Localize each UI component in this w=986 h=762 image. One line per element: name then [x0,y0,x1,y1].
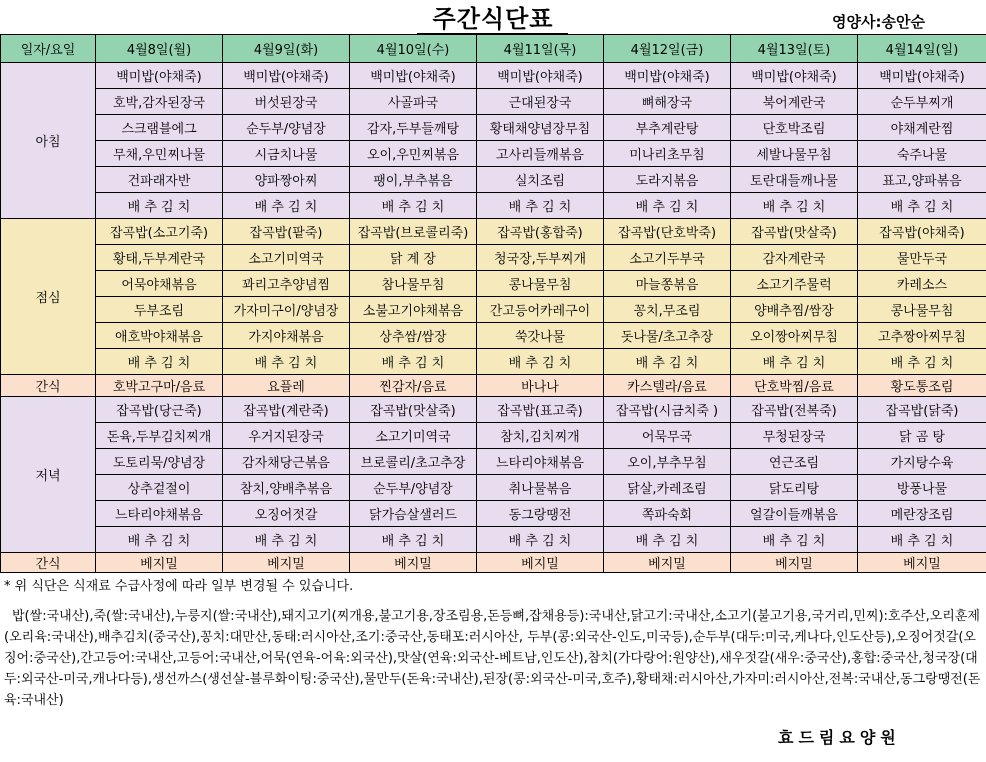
menu-item: 가지탕수육 [858,449,986,475]
menu-item: 애호박야채볶음 [96,323,223,349]
menu-item: 메란장조림 [858,501,986,527]
menu-item: 표고,양파볶음 [858,167,986,193]
menu-item: 우거지된장국 [223,423,350,449]
dinner-label: 저녁 [1,397,96,553]
menu-item: 양파짱아찌 [223,167,350,193]
dinner-row [1,475,986,501]
menu-item: 카레소스 [858,271,986,297]
menu-item: 미나리초무침 [604,141,731,167]
menu-item: 쑥갓나물 [477,323,604,349]
menu-item: 잡곡밥(시금치죽 ) [604,397,731,423]
header-day: 4월9일(화) [223,35,350,63]
snack-label: 간식 [1,375,96,397]
menu-item: 배 추 김 치 [96,527,223,553]
menu-item: 오이짱아찌무침 [731,323,858,349]
menu-item: 배 추 김 치 [477,193,604,219]
menu-item: 잡곡밥(브로콜리죽) [350,219,477,245]
menu-item: 배 추 김 치 [350,527,477,553]
lunch-row [1,323,986,349]
menu-item: 황도통조림 [858,375,986,397]
menu-item: 배 추 김 치 [604,527,731,553]
dinner-row [1,397,986,423]
menu-item: 오이,우민찌볶음 [350,141,477,167]
menu-item: 백미밥(야채죽) [96,63,223,89]
menu-item: 브로콜리/초고추장 [350,449,477,475]
menu-item: 닭살,카레조림 [604,475,731,501]
breakfast-row [1,89,986,115]
menu-item: 백미밥(야채죽) [477,63,604,89]
menu-item: 백미밥(야채죽) [604,63,731,89]
menu-item: 호박,감자된장국 [96,89,223,115]
menu-item: 베지밀 [223,553,350,573]
change-notice: * 위 식단은 식재료 수급사정에 따라 일부 변경될 수 있습니다. [4,579,354,594]
menu-item: 잡곡밥(당근죽) [96,397,223,423]
menu-item: 소고기주물럭 [731,271,858,297]
menu-item: 배 추 김 치 [96,193,223,219]
menu-item: 백미밥(야채죽) [223,63,350,89]
menu-item: 어묵무국 [604,423,731,449]
menu-item: 잡곡밥(표고죽) [477,397,604,423]
menu-item: 무채,우민찌나물 [96,141,223,167]
menu-item: 백미밥(야채죽) [731,63,858,89]
header-day: 4월12일(금) [604,35,731,63]
menu-item: 부추계란탕 [604,115,731,141]
menu-item: 두부조림 [96,297,223,323]
breakfast-row [1,167,986,193]
menu-item: 잡곡밥(전복죽) [731,397,858,423]
lunch-row [1,297,986,323]
menu-item: 소고기미역국 [350,423,477,449]
menu-item: 요플레 [223,375,350,397]
menu-item: 배 추 김 치 [731,349,858,375]
menu-item: 참나물무침 [350,271,477,297]
menu-item: 잡곡밥(소고기죽) [96,219,223,245]
menu-item: 뼈해장국 [604,89,731,115]
menu-item: 베지밀 [604,553,731,573]
weekly-menu-table [0,34,986,573]
breakfast-row [1,115,986,141]
menu-item: 순두부/양념장 [223,115,350,141]
menu-item: 순두부/양념장 [350,475,477,501]
menu-item: 물만두국 [858,245,986,271]
menu-item: 잡곡밥(단호박죽) [604,219,731,245]
menu-item: 느타리야채볶음 [96,501,223,527]
dinner-row [1,527,986,553]
menu-item: 시금치나물 [223,141,350,167]
menu-item: 고사리들깨볶음 [477,141,604,167]
menu-item: 쪽파숙회 [604,501,731,527]
menu-item: 마늘쫑볶음 [604,271,731,297]
menu-item: 야채계란찜 [858,115,986,141]
dinner-row [1,423,986,449]
menu-item: 돗나물/초고추장 [604,323,731,349]
menu-item: 베지밀 [731,553,858,573]
dietitian-name: 영양사:송안순 [832,13,925,31]
menu-item: 꽁치,무조림 [604,297,731,323]
menu-item: 감자,두부들깨탕 [350,115,477,141]
breakfast-row [1,63,986,89]
header-day: 4월11일(목) [477,35,604,63]
menu-item: 배 추 김 치 [858,349,986,375]
menu-item: 잡곡밥(계란죽) [223,397,350,423]
menu-item: 숙주나물 [858,141,986,167]
menu-item: 방풍나물 [858,475,986,501]
menu-item: 베지밀 [96,553,223,573]
menu-item: 순두부찌개 [858,89,986,115]
menu-item: 닭도리탕 [731,475,858,501]
menu-item: 베지밀 [477,553,604,573]
menu-item: 닭가슴살샐러드 [350,501,477,527]
menu-item: 느타리야채볶음 [477,449,604,475]
header-corner: 일자/요일 [1,35,96,63]
menu-item: 청국장,두부찌개 [477,245,604,271]
lunch-row [1,271,986,297]
menu-item: 배 추 김 치 [858,527,986,553]
menu-item: 가지야채볶음 [223,323,350,349]
menu-item: 사골파국 [350,89,477,115]
menu-item: 꽈리고추양념찜 [223,271,350,297]
menu-item: 백미밥(야채죽) [858,63,986,89]
menu-item: 바나나 [477,375,604,397]
breakfast-row [1,141,986,167]
menu-item: 찐감자/음료 [350,375,477,397]
menu-item: 황태채양념장무침 [477,115,604,141]
lunch-row [1,219,986,245]
menu-item: 돈육,두부김치찌개 [96,423,223,449]
menu-item: 베지밀 [858,553,986,573]
header-day: 4월14일(일) [858,35,986,63]
menu-item: 배 추 김 치 [223,349,350,375]
menu-item: 무청된장국 [731,423,858,449]
menu-item: 배 추 김 치 [96,349,223,375]
menu-item: 콩나물무침 [858,297,986,323]
menu-item: 취나물볶음 [477,475,604,501]
menu-item: 배 추 김 치 [223,193,350,219]
menu-item: 소불고기야채볶음 [350,297,477,323]
header-day: 4월8일(월) [96,35,223,63]
menu-item: 잡곡밥(닭죽) [858,397,986,423]
menu-item: 팽이,부추볶음 [350,167,477,193]
menu-item: 얼갈이들깨볶음 [731,501,858,527]
menu-item: 배 추 김 치 [604,349,731,375]
menu-item: 도토리묵/양념장 [96,449,223,475]
breakfast-label: 아침 [1,63,96,219]
menu-item: 가자미구이/양념장 [223,297,350,323]
menu-item: 동그랑땡전 [477,501,604,527]
header-day: 4월13일(토) [731,35,858,63]
menu-item: 잡곡밥(팥죽) [223,219,350,245]
menu-item: 배 추 김 치 [477,349,604,375]
menu-item: 카스텔라/음료 [604,375,731,397]
menu-item: 근대된장국 [477,89,604,115]
menu-item: 배 추 김 치 [477,527,604,553]
menu-item: 감자계란국 [731,245,858,271]
menu-item: 고추짱아찌무침 [858,323,986,349]
snack-row [1,375,986,397]
menu-item: 베지밀 [350,553,477,573]
menu-item: 간고등어카레구이 [477,297,604,323]
page-title: 주간식단표 [432,5,554,33]
dinner-row [1,501,986,527]
menu-item: 어묵야채볶음 [96,271,223,297]
menu-item: 배 추 김 치 [223,527,350,553]
menu-item: 참치,양배추볶음 [223,475,350,501]
menu-item: 양배추찜/쌈장 [731,297,858,323]
menu-item: 스크램블에그 [96,115,223,141]
menu-item: 북어계란국 [731,89,858,115]
menu-item: 배 추 김 치 [731,193,858,219]
menu-item: 배 추 김 치 [731,527,858,553]
menu-item: 백미밥(야채죽) [350,63,477,89]
menu-item: 닭 곰 탕 [858,423,986,449]
menu-item: 소고기두부국 [604,245,731,271]
menu-item: 닭 계 장 [350,245,477,271]
menu-item: 건파래자반 [96,167,223,193]
menu-item: 참치,김치찌개 [477,423,604,449]
menu-item: 단호박찜/음료 [731,375,858,397]
menu-item: 배 추 김 치 [858,193,986,219]
breakfast-row [1,193,986,219]
menu-item: 배 추 김 치 [350,193,477,219]
menu-item: 감자채당근볶음 [223,449,350,475]
menu-item: 도라지볶음 [604,167,731,193]
menu-item: 황태,두부계란국 [96,245,223,271]
menu-item: 배 추 김 치 [604,193,731,219]
menu-item: 소고기미역국 [223,245,350,271]
menu-item: 토란대들깨나물 [731,167,858,193]
facility-name: 효드림요양원 [778,728,901,747]
menu-item: 상추쌈/쌈장 [350,323,477,349]
night_snack-row [1,553,986,573]
menu-item: 콩나물무침 [477,271,604,297]
menu-item: 잡곡밥(맛살죽) [350,397,477,423]
lunch-row [1,245,986,271]
menu-item: 호박고구마/음료 [96,375,223,397]
menu-item: 오이,부추무침 [604,449,731,475]
dinner-row [1,449,986,475]
header-day: 4월10일(수) [350,35,477,63]
lunch-row [1,349,986,375]
night_snack-label: 간식 [1,553,96,573]
menu-item: 잡곡밥(맛살죽) [731,219,858,245]
origin-info: 밥(쌀:국내산),죽(쌀:국내산),누룽지(쌀:국내산),돼지고기(찌개용,불고기용,장조림용,돈등뼈,잡채용등):국내산,닭고기:국내산,소고기(불고기용,국거리,민찌):호주산,오리훈제(오리육:국내산),배추김치(중국산),꽁치:대만산,동태:러시아산,조기:중국산,동태포:러시아산, 두부(콩:외국산-인도,미국등),순두부(대두:미국,케나다,인도산등),오징어젓갈(오징어:중국산),간고등어:국내산,고등어:국내산,어묵(연육-어육:외국산),맛살(연육:외국산-베트남,인도산),참치(가다랑어:원양산),새우젓갈(새우:중국산),홍합:중국산,청국장(대두:외국산-미국,캐나다등),생선까스(생선살-블루화이팅:중국산),물만두(돈육:국내산),된장(콩:외국산-미국,호주),황태채:러시아산,가자미:러시아산,전복:국내산,동그랑땡전(돈육:국내산) [4,609,981,708]
menu-item: 잡곡밥(홍합죽) [477,219,604,245]
header-row [1,35,986,63]
menu-item: 연근조림 [731,449,858,475]
menu-item: 오징어젓갈 [223,501,350,527]
lunch-label: 점심 [1,219,96,375]
menu-item: 단호박조림 [731,115,858,141]
menu-item: 버섯된장국 [223,89,350,115]
menu-item: 세발나물무침 [731,141,858,167]
menu-item: 실치조림 [477,167,604,193]
menu-item: 상추겉절이 [96,475,223,501]
menu-item: 배 추 김 치 [350,349,477,375]
menu-item: 잡곡밥(야채죽) [858,219,986,245]
